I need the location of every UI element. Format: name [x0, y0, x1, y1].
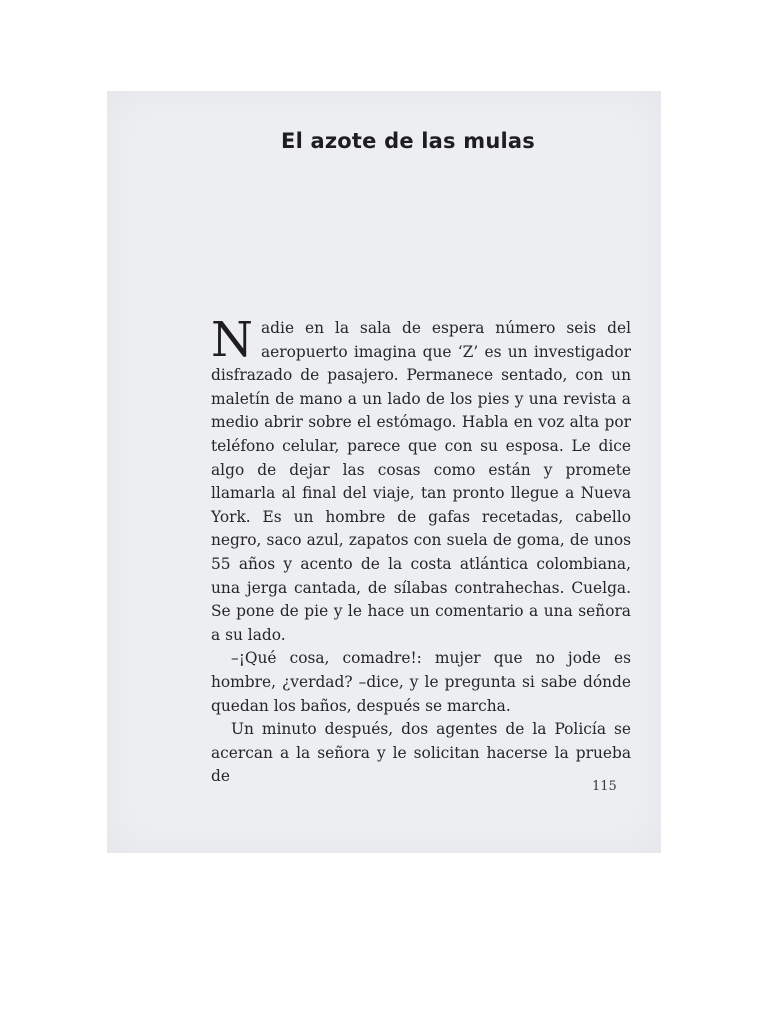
drop-cap: N [211, 312, 253, 368]
page-number: 115 [592, 779, 617, 794]
book-page [107, 91, 661, 853]
paragraph-2: –¡Qué cosa, comadre!: mujer que no jode es hombre, ¿verdad? –dice, y le pregunta si sabe dónde quedan los baños, después se marcha. [211, 649, 631, 715]
paragraph-1 [211, 312, 631, 647]
chapter-title: El azote de las mulas [281, 129, 535, 153]
paragraph-1-text: adie en la sala de espera número seis del aeropuerto imagina que ‘Z’ es un investigador disfrazado de pasajero. Permanece sentado, con un maletín de mano a un lado de los pies y una revista a medio abrir sobre el estómago. Habla en voz alta por teléfono celular, parece que con su esposa. Le dice algo de dejar las cosas como están y promete llamarla al final del viaje, tan pronto llegue a Nueva York. Es un hombre de gafas recetadas, cabello negro, saco azul, zapatos con suela de goma, de unos 55 años y acento de la costa atlántica colombiana, una jerga cantada, de sílabas contrahechas. Cuelga. Se pone de pie y le hace un comentario a una señora a su lado. [211, 319, 631, 644]
paragraph-3: Un minuto después, dos agentes de la Policía se acercan a la señora y le solicitan hacerse la prueba de [211, 720, 631, 786]
body-text [211, 312, 631, 789]
